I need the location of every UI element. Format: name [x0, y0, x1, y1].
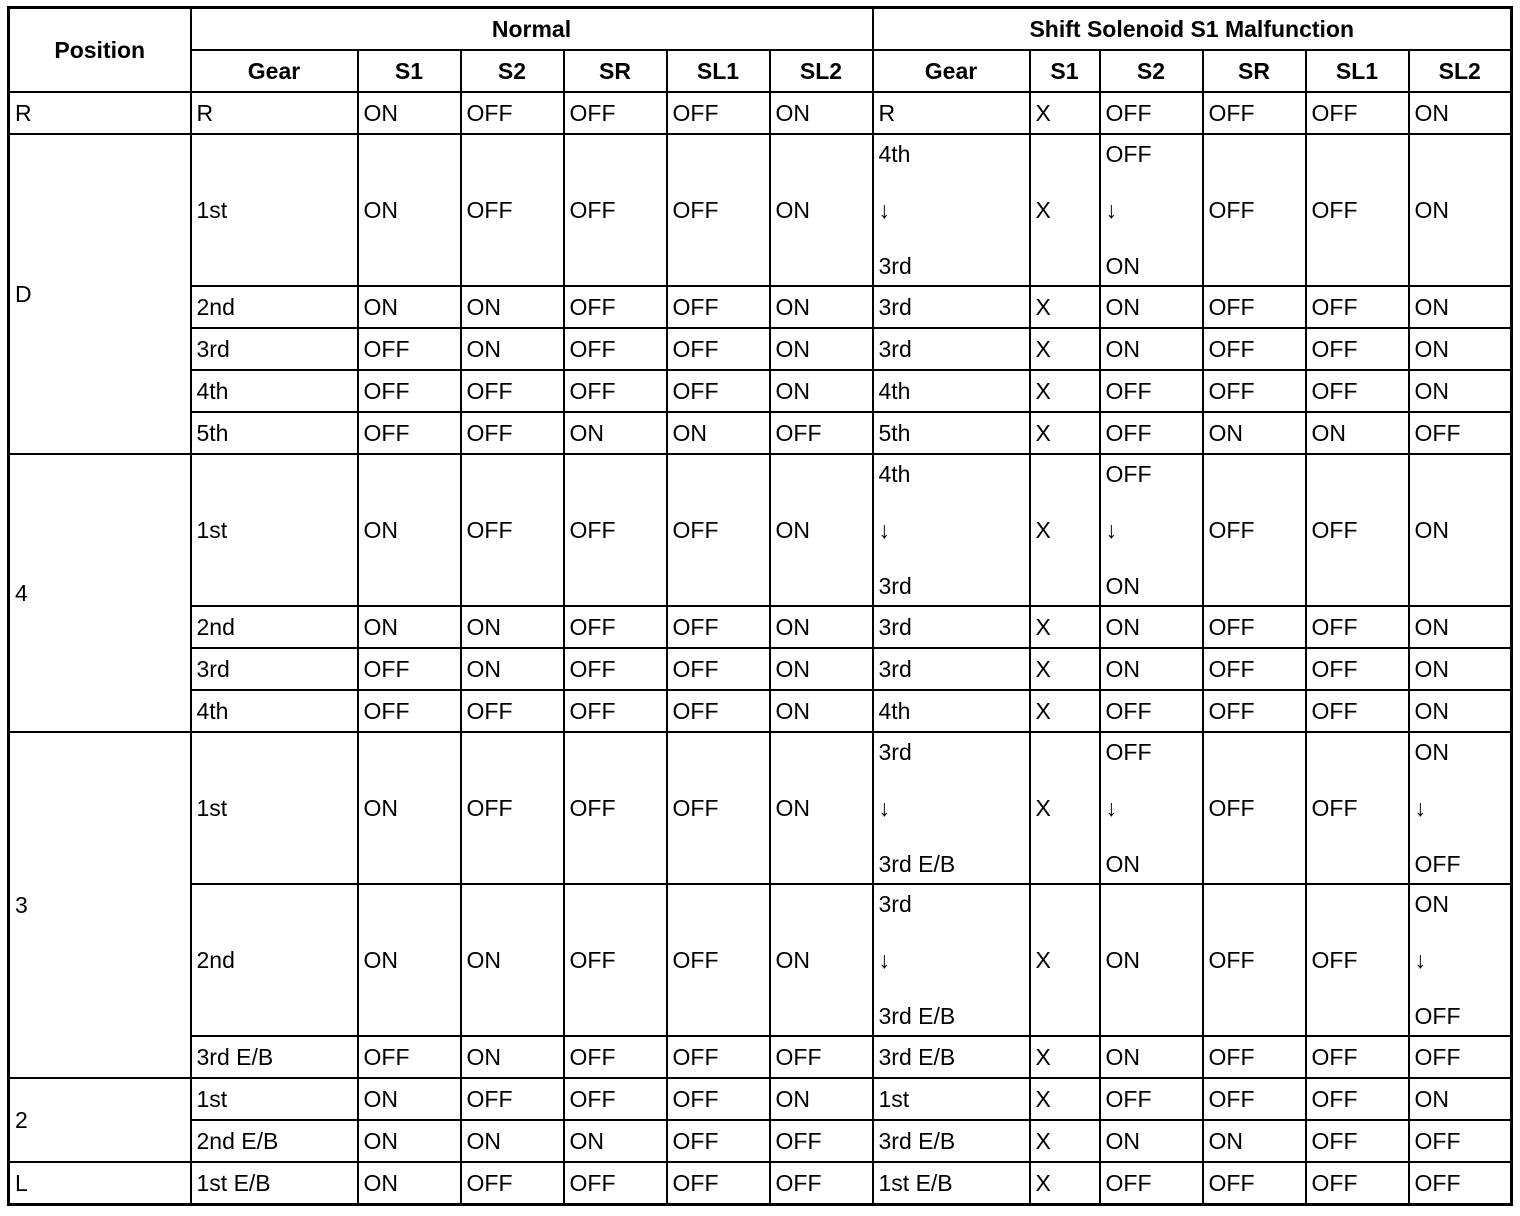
malfunction-cell: OFF: [1306, 328, 1409, 370]
malfunction-cell: X: [1030, 454, 1100, 606]
normal-cell: OFF: [667, 884, 770, 1036]
normal-cell: OFF: [461, 134, 564, 286]
normal-cell: OFF: [564, 370, 667, 412]
malfunction-col-header: SR: [1203, 50, 1306, 92]
normal-cell: 5th: [191, 412, 358, 454]
normal-cell: OFF: [667, 1036, 770, 1078]
normal-header: Normal: [191, 8, 873, 51]
arrow-down-icon: ↓: [1105, 517, 1117, 543]
normal-cell: ON: [461, 1120, 564, 1162]
arrow-down-icon: ↓: [878, 795, 890, 821]
transition-value: OFF: [1414, 851, 1461, 877]
malfunction-cell: 5th: [873, 412, 1030, 454]
transition-stack: [879, 740, 1029, 876]
table-row: [9, 370, 1512, 412]
normal-cell: 4th: [191, 690, 358, 732]
malfunction-col-header: SL1: [1306, 50, 1409, 92]
malfunction-cell: OFF: [1306, 1162, 1409, 1205]
normal-cell: 3rd: [191, 328, 358, 370]
normal-cell: ON: [358, 134, 461, 286]
normal-cell: OFF: [461, 1078, 564, 1120]
table-row: [9, 328, 1512, 370]
normal-cell: OFF: [461, 454, 564, 606]
malfunction-cell: 3rd: [873, 606, 1030, 648]
position-cell: 3: [9, 732, 191, 1078]
normal-cell: ON: [358, 1078, 461, 1120]
normal-col-header: SR: [564, 50, 667, 92]
transition-stack: [1106, 142, 1202, 278]
normal-cell: OFF: [770, 412, 873, 454]
malfunction-cell: OFF: [1409, 1120, 1512, 1162]
malfunction-cell: ON: [1100, 884, 1203, 1036]
transition-value: ON: [1414, 739, 1449, 765]
malfunction-cell: ON: [1306, 412, 1409, 454]
normal-cell: OFF: [564, 606, 667, 648]
malfunction-cell: X: [1030, 1036, 1100, 1078]
normal-cell: OFF: [667, 606, 770, 648]
transition-value: ON: [1414, 891, 1449, 917]
normal-cell: ON: [770, 1078, 873, 1120]
normal-cell: OFF: [667, 286, 770, 328]
normal-cell: OFF: [461, 1162, 564, 1205]
table-row: [9, 884, 1512, 1036]
normal-cell: 4th: [191, 370, 358, 412]
arrow-down-icon: ↓: [1414, 947, 1426, 973]
normal-cell: 1st: [191, 134, 358, 286]
normal-cell: OFF: [667, 1078, 770, 1120]
malfunction-cell: OFF: [1100, 370, 1203, 412]
normal-cell: OFF: [461, 412, 564, 454]
malfunction-cell: OFF: [1409, 1162, 1512, 1205]
normal-cell: 2nd: [191, 286, 358, 328]
normal-cell: ON: [358, 884, 461, 1036]
malfunction-cell: ON: [1409, 606, 1512, 648]
malfunction-cell: X: [1030, 134, 1100, 286]
malfunction-cell: ON: [1203, 1120, 1306, 1162]
normal-cell: ON: [667, 412, 770, 454]
table-row: [9, 1036, 1512, 1078]
position-cell: 4: [9, 454, 191, 732]
normal-cell: 2nd: [191, 606, 358, 648]
normal-cell: OFF: [564, 92, 667, 134]
normal-cell: ON: [770, 286, 873, 328]
malfunction-cell: ON: [1100, 328, 1203, 370]
malfunction-cell: OFF: [1306, 884, 1409, 1036]
position-cell: D: [9, 134, 191, 454]
table-row: [9, 606, 1512, 648]
normal-cell: ON: [461, 648, 564, 690]
normal-cell: ON: [770, 732, 873, 884]
normal-cell: OFF: [770, 1036, 873, 1078]
normal-cell: OFF: [564, 328, 667, 370]
arrow-down-icon: ↓: [1105, 795, 1117, 821]
malfunction-cell: ON: [1100, 1036, 1203, 1078]
normal-cell: ON: [770, 884, 873, 1036]
malfunction-cell: OFF: [1203, 606, 1306, 648]
malfunction-cell: [873, 454, 1030, 606]
position-cell: R: [9, 92, 191, 134]
transition-stack: [1106, 740, 1202, 876]
transition-value: ON: [1105, 851, 1140, 877]
normal-col-header: S1: [358, 50, 461, 92]
normal-cell: ON: [770, 648, 873, 690]
normal-cell: ON: [461, 328, 564, 370]
normal-cell: 1st: [191, 1078, 358, 1120]
malfunction-cell: X: [1030, 286, 1100, 328]
malfunction-cell: OFF: [1100, 1078, 1203, 1120]
malfunction-col-header: SL2: [1409, 50, 1512, 92]
normal-cell: ON: [461, 286, 564, 328]
malfunction-cell: OFF: [1306, 454, 1409, 606]
malfunction-cell: OFF: [1306, 1078, 1409, 1120]
normal-col-header: S2: [461, 50, 564, 92]
transition-stack: [879, 892, 1029, 1028]
malfunction-cell: [1100, 134, 1203, 286]
normal-cell: OFF: [564, 1078, 667, 1120]
table-row: [9, 648, 1512, 690]
position-header: Position: [9, 8, 191, 93]
malfunction-cell: OFF: [1100, 690, 1203, 732]
malfunction-cell: OFF: [1306, 1036, 1409, 1078]
transition-value: ON: [1105, 253, 1140, 279]
normal-cell: OFF: [667, 690, 770, 732]
malfunction-cell: ON: [1409, 92, 1512, 134]
normal-cell: ON: [770, 690, 873, 732]
malfunction-cell: 1st: [873, 1078, 1030, 1120]
normal-cell: 1st: [191, 732, 358, 884]
normal-cell: ON: [770, 606, 873, 648]
normal-cell: ON: [358, 286, 461, 328]
malfunction-cell: OFF: [1203, 328, 1306, 370]
normal-cell: ON: [770, 328, 873, 370]
normal-cell: OFF: [461, 732, 564, 884]
transition-stack: [1415, 892, 1511, 1028]
transition-value: OFF: [1105, 739, 1152, 765]
malfunction-cell: OFF: [1306, 92, 1409, 134]
malfunction-cell: ON: [1409, 286, 1512, 328]
normal-cell: OFF: [667, 134, 770, 286]
normal-cell: 2nd E/B: [191, 1120, 358, 1162]
normal-cell: OFF: [770, 1120, 873, 1162]
malfunction-cell: ON: [1409, 454, 1512, 606]
arrow-down-icon: ↓: [1105, 197, 1117, 223]
normal-col-header: SL2: [770, 50, 873, 92]
header-row-2: [9, 50, 1512, 92]
normal-cell: ON: [564, 1120, 667, 1162]
malfunction-cell: OFF: [1306, 606, 1409, 648]
normal-cell: 3rd: [191, 648, 358, 690]
position-cell: L: [9, 1162, 191, 1205]
normal-cell: 1st: [191, 454, 358, 606]
normal-cell: 2nd: [191, 884, 358, 1036]
malfunction-cell: OFF: [1203, 286, 1306, 328]
transition-stack: [879, 142, 1029, 278]
malfunction-cell: OFF: [1203, 1162, 1306, 1205]
malfunction-header: Shift Solenoid S1 Malfunction: [873, 8, 1512, 51]
normal-cell: OFF: [461, 370, 564, 412]
normal-cell: ON: [770, 370, 873, 412]
malfunction-cell: OFF: [1306, 732, 1409, 884]
transition-stack: [1415, 740, 1511, 876]
malfunction-cell: R: [873, 92, 1030, 134]
normal-cell: OFF: [358, 328, 461, 370]
header-row-1: [9, 8, 1512, 51]
transition-value: 3rd: [878, 253, 912, 279]
table-row: [9, 454, 1512, 606]
normal-cell: OFF: [358, 1036, 461, 1078]
malfunction-cell: [873, 732, 1030, 884]
transition-value: 3rd E/B: [878, 1003, 956, 1029]
malfunction-cell: ON: [1409, 370, 1512, 412]
normal-cell: ON: [461, 1036, 564, 1078]
malfunction-cell: [1409, 884, 1512, 1036]
malfunction-cell: X: [1030, 606, 1100, 648]
malfunction-cell: ON: [1100, 1120, 1203, 1162]
normal-cell: OFF: [667, 454, 770, 606]
malfunction-cell: OFF: [1306, 286, 1409, 328]
normal-cell: OFF: [667, 648, 770, 690]
normal-cell: OFF: [564, 286, 667, 328]
malfunction-cell: 3rd: [873, 648, 1030, 690]
transition-value: OFF: [1414, 1003, 1461, 1029]
normal-col-header: SL1: [667, 50, 770, 92]
transition-stack: [1106, 462, 1202, 598]
malfunction-cell: 3rd E/B: [873, 1120, 1030, 1162]
malfunction-cell: OFF: [1203, 454, 1306, 606]
normal-cell: OFF: [564, 732, 667, 884]
normal-cell: ON: [358, 1162, 461, 1205]
table-row: [9, 690, 1512, 732]
transition-value: 3rd E/B: [878, 851, 956, 877]
malfunction-cell: X: [1030, 732, 1100, 884]
normal-cell: OFF: [667, 1120, 770, 1162]
normal-cell: OFF: [564, 884, 667, 1036]
malfunction-cell: OFF: [1203, 92, 1306, 134]
normal-col-header: Gear: [191, 50, 358, 92]
normal-cell: ON: [770, 134, 873, 286]
malfunction-cell: OFF: [1100, 1162, 1203, 1205]
normal-cell: OFF: [667, 370, 770, 412]
malfunction-cell: 4th: [873, 370, 1030, 412]
malfunction-cell: OFF: [1409, 1036, 1512, 1078]
malfunction-cell: OFF: [1203, 134, 1306, 286]
normal-cell: OFF: [358, 690, 461, 732]
malfunction-cell: OFF: [1100, 412, 1203, 454]
malfunction-cell: X: [1030, 328, 1100, 370]
malfunction-cell: ON: [1409, 648, 1512, 690]
malfunction-cell: ON: [1409, 134, 1512, 286]
malfunction-cell: OFF: [1306, 370, 1409, 412]
normal-cell: OFF: [770, 1162, 873, 1205]
table-body: [9, 92, 1512, 1205]
arrow-down-icon: ↓: [1414, 795, 1426, 821]
table-row: [9, 1120, 1512, 1162]
arrow-down-icon: ↓: [878, 947, 890, 973]
malfunction-cell: OFF: [1306, 690, 1409, 732]
malfunction-cell: X: [1030, 412, 1100, 454]
malfunction-cell: X: [1030, 92, 1100, 134]
malfunction-col-header: S2: [1100, 50, 1203, 92]
transition-stack: [879, 462, 1029, 598]
transition-value: OFF: [1105, 461, 1152, 487]
normal-cell: OFF: [358, 370, 461, 412]
solenoid-operation-table: [7, 6, 1513, 1206]
table-row: [9, 412, 1512, 454]
normal-cell: ON: [358, 92, 461, 134]
malfunction-cell: [873, 134, 1030, 286]
table-row: [9, 92, 1512, 134]
malfunction-cell: [1409, 732, 1512, 884]
normal-cell: OFF: [461, 690, 564, 732]
table-row: [9, 1162, 1512, 1205]
malfunction-cell: ON: [1100, 606, 1203, 648]
normal-cell: OFF: [667, 92, 770, 134]
malfunction-cell: 3rd: [873, 328, 1030, 370]
malfunction-cell: X: [1030, 1162, 1100, 1205]
malfunction-cell: 3rd E/B: [873, 1036, 1030, 1078]
normal-cell: OFF: [358, 648, 461, 690]
malfunction-cell: OFF: [1203, 1078, 1306, 1120]
transition-value: OFF: [1105, 141, 1152, 167]
transition-value: 4th: [878, 141, 911, 167]
normal-cell: OFF: [564, 454, 667, 606]
normal-cell: OFF: [564, 1162, 667, 1205]
malfunction-cell: OFF: [1203, 1036, 1306, 1078]
malfunction-cell: X: [1030, 370, 1100, 412]
malfunction-cell: OFF: [1203, 370, 1306, 412]
normal-cell: OFF: [667, 1162, 770, 1205]
arrow-down-icon: ↓: [878, 517, 890, 543]
malfunction-cell: X: [1030, 884, 1100, 1036]
normal-cell: OFF: [564, 648, 667, 690]
malfunction-cell: [1100, 454, 1203, 606]
malfunction-cell: OFF: [1409, 412, 1512, 454]
normal-cell: OFF: [358, 412, 461, 454]
malfunction-cell: OFF: [1306, 1120, 1409, 1162]
transition-value: ON: [1105, 573, 1140, 599]
normal-cell: ON: [770, 92, 873, 134]
malfunction-cell: X: [1030, 648, 1100, 690]
normal-cell: ON: [461, 606, 564, 648]
normal-cell: OFF: [564, 134, 667, 286]
normal-cell: OFF: [667, 732, 770, 884]
malfunction-cell: OFF: [1203, 884, 1306, 1036]
malfunction-cell: ON: [1100, 286, 1203, 328]
transition-value: 3rd: [878, 891, 912, 917]
malfunction-cell: OFF: [1203, 690, 1306, 732]
malfunction-cell: OFF: [1203, 732, 1306, 884]
malfunction-cell: [873, 884, 1030, 1036]
malfunction-col-header: Gear: [873, 50, 1030, 92]
normal-cell: OFF: [667, 328, 770, 370]
malfunction-cell: ON: [1409, 328, 1512, 370]
normal-cell: OFF: [564, 690, 667, 732]
arrow-down-icon: ↓: [878, 197, 890, 223]
malfunction-cell: OFF: [1306, 648, 1409, 690]
table-row: [9, 732, 1512, 884]
normal-cell: 3rd E/B: [191, 1036, 358, 1078]
table-row: [9, 1078, 1512, 1120]
normal-cell: OFF: [564, 1036, 667, 1078]
malfunction-cell: 3rd: [873, 286, 1030, 328]
normal-cell: ON: [461, 884, 564, 1036]
malfunction-cell: ON: [1100, 648, 1203, 690]
normal-cell: ON: [358, 1120, 461, 1162]
normal-cell: 1st E/B: [191, 1162, 358, 1205]
normal-cell: ON: [564, 412, 667, 454]
malfunction-col-header: S1: [1030, 50, 1100, 92]
malfunction-cell: OFF: [1100, 92, 1203, 134]
malfunction-cell: X: [1030, 1078, 1100, 1120]
transition-value: 4th: [878, 461, 911, 487]
table-row: [9, 134, 1512, 286]
table-row: [9, 286, 1512, 328]
malfunction-cell: 1st E/B: [873, 1162, 1030, 1205]
transition-value: 3rd: [878, 573, 912, 599]
normal-cell: R: [191, 92, 358, 134]
malfunction-cell: OFF: [1306, 134, 1409, 286]
malfunction-cell: ON: [1409, 690, 1512, 732]
malfunction-cell: X: [1030, 1120, 1100, 1162]
malfunction-cell: [1100, 732, 1203, 884]
transition-value: 3rd: [878, 739, 912, 765]
malfunction-cell: OFF: [1203, 648, 1306, 690]
normal-cell: ON: [358, 606, 461, 648]
normal-cell: ON: [358, 732, 461, 884]
position-cell: 2: [9, 1078, 191, 1162]
normal-cell: OFF: [461, 92, 564, 134]
normal-cell: ON: [770, 454, 873, 606]
malfunction-cell: X: [1030, 690, 1100, 732]
malfunction-cell: 4th: [873, 690, 1030, 732]
malfunction-cell: ON: [1409, 1078, 1512, 1120]
malfunction-cell: ON: [1203, 412, 1306, 454]
normal-cell: ON: [358, 454, 461, 606]
